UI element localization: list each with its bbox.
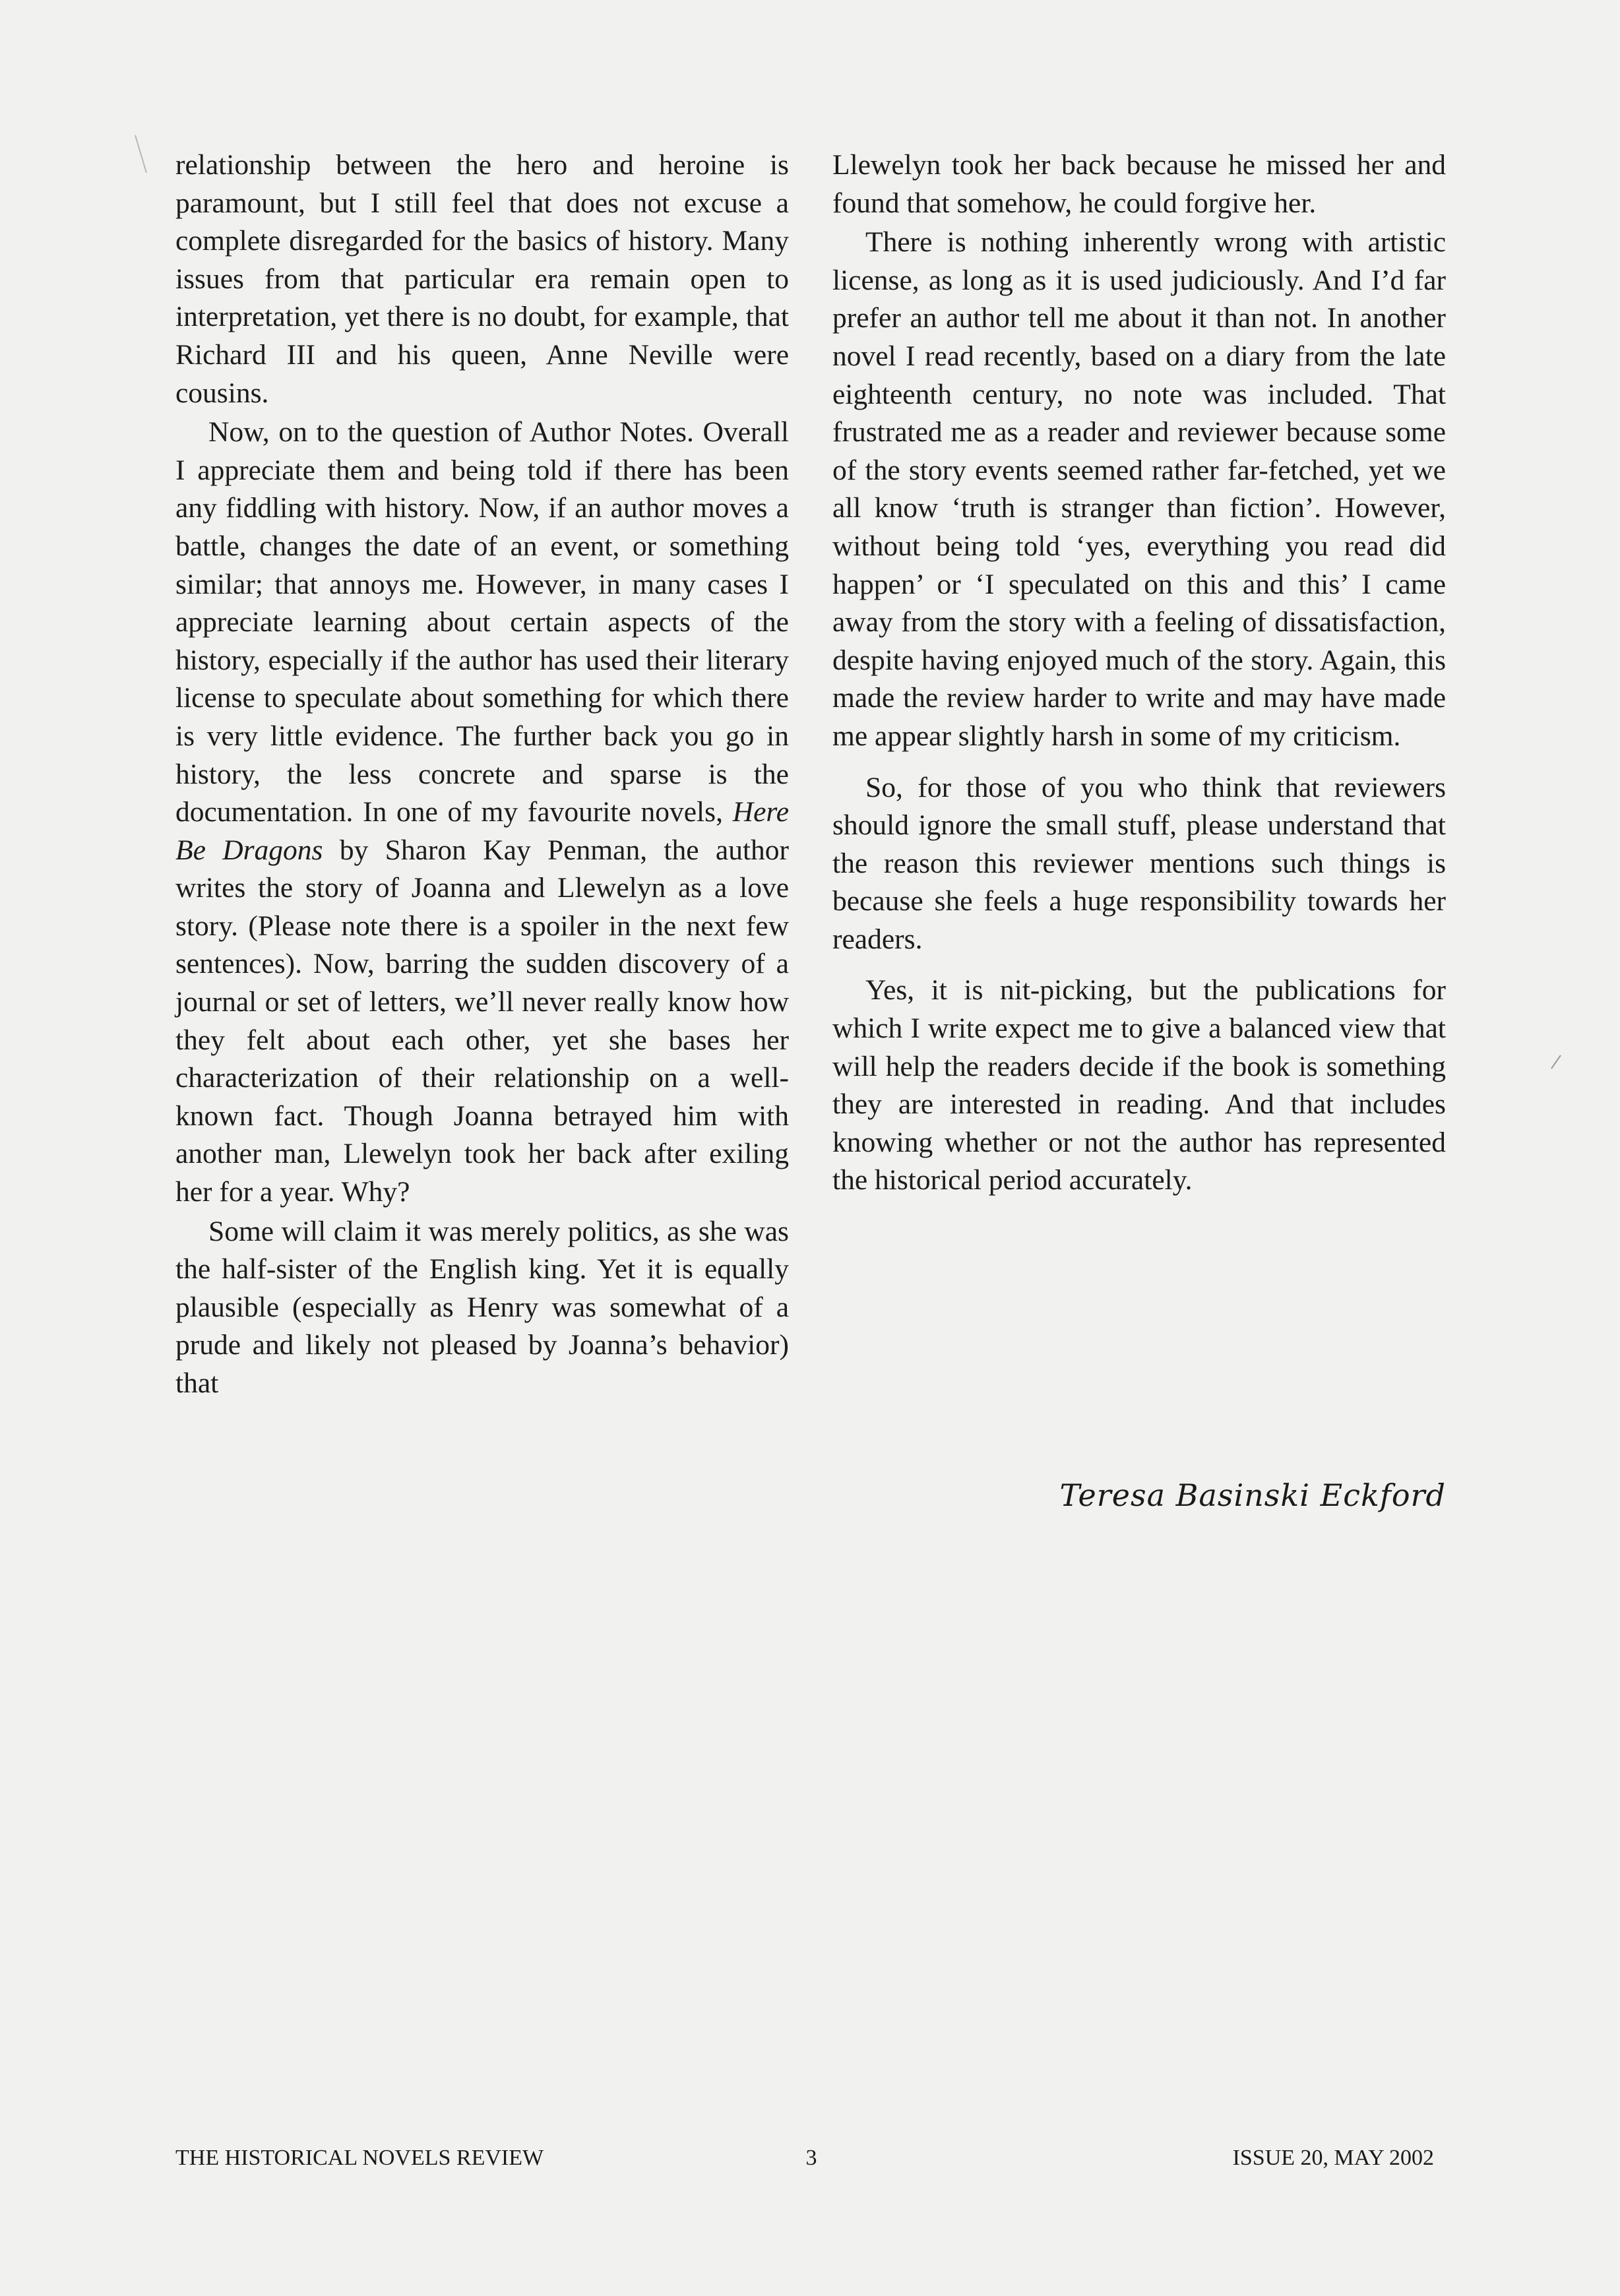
scan-mark-top-left [135, 135, 146, 173]
scan-mark-right [1551, 1055, 1561, 1069]
right-paragraph-4: Yes, it is nit-picking, but the publications for which I write expect me to give a balanced view that will help the readers decide if the book is something they are interested in reading. And that includes knowing whether or not the author has represented the historical period accurately. [832, 974, 1446, 1196]
footer-page-number: 3 [805, 2146, 817, 2170]
right-paragraph-2: There is nothing inherently wrong with artistic license, as long as it is used judiciously. And I’d far prefer an author tell me about it than not. In another novel I read recently, based on a diary from the late eighteenth century, no note was included. That frustrated me as a reader and reviewer because some of the story events seemed rather far-fetched, yet we all know ‘truth is stranger than fiction’. However, without being told ‘yes, everything you read did happen’ or ‘I speculated on this and this’ I came away from the story with a feeling of dissatisfaction, despite having enjoyed much of the story. Again, this made the review harder to write and may have made me appear slightly harsh in some of my criticism. [832, 226, 1446, 752]
right-paragraph-3: So, for those of you who think that reviewers should ignore the small stuff, please understand that the reason this reviewer mentions such things is because she feels a huge responsibility towards her readers. [832, 771, 1446, 955]
footer-issue: ISSUE 20, MAY 2002 [1232, 2146, 1434, 2170]
book-title: Here Be Dragons [175, 796, 790, 866]
footer-publication: THE HISTORICAL NOVELS REVIEW [175, 2146, 544, 2170]
left-column [175, 146, 789, 1403]
left-paragraph-2-rest: by Sharon Kay Penman, the author writes the story of Joanna and Llewelyn as a love story. (Please note there is a spoiler in the next few sentences). Now, barring the sudden discovery of a journal or set of letters, we’ll never really know how they felt about each other, yet she bases her characterization of their relationship on a well-known fact. Though Joanna betrayed him with another man, Llewelyn took her back after exiling her for a year. Why? [175, 834, 790, 1208]
author-signature: Teresa Basinski Eckford [1059, 1477, 1446, 1513]
left-paragraph-2-text: Now, on to the question of Author Notes. Overall I appreciate them and being told if there has been any fiddling with history. Now, if an author moves a battle, changes the date of an event, or something similar; that annoys me. However, in many cases I appreciate learning about certain aspects of the history, especially if the author has used their literary license to speculate about something for which there is very little evidence. The further back you go in history, the less concrete and sparse is the documentation. In one of my favourite novels, [175, 416, 789, 828]
left-paragraph-1: relationship between the hero and heroine is paramount, but I still feel that does not excuse a complete disregarded for the basics of history. Many issues from that particular era remain open to interpretation, yet there is no doubt, for example, that Richard III and his queen, Anne Neville were cousins. [175, 149, 789, 409]
right-paragraph-1: Llewelyn took her back because he missed her and found that somehow, he could forgive her. [832, 149, 1446, 219]
right-column [832, 146, 1446, 1200]
left-paragraph-3: Some will claim it was merely politics, as she was the half-sister of the English king. Yet it is equally plausible (especially as Henry was somewhat of a prude and likely not pleased by Joanna’s behavior) that [175, 1215, 789, 1399]
left-paragraph-2 [175, 414, 789, 1211]
